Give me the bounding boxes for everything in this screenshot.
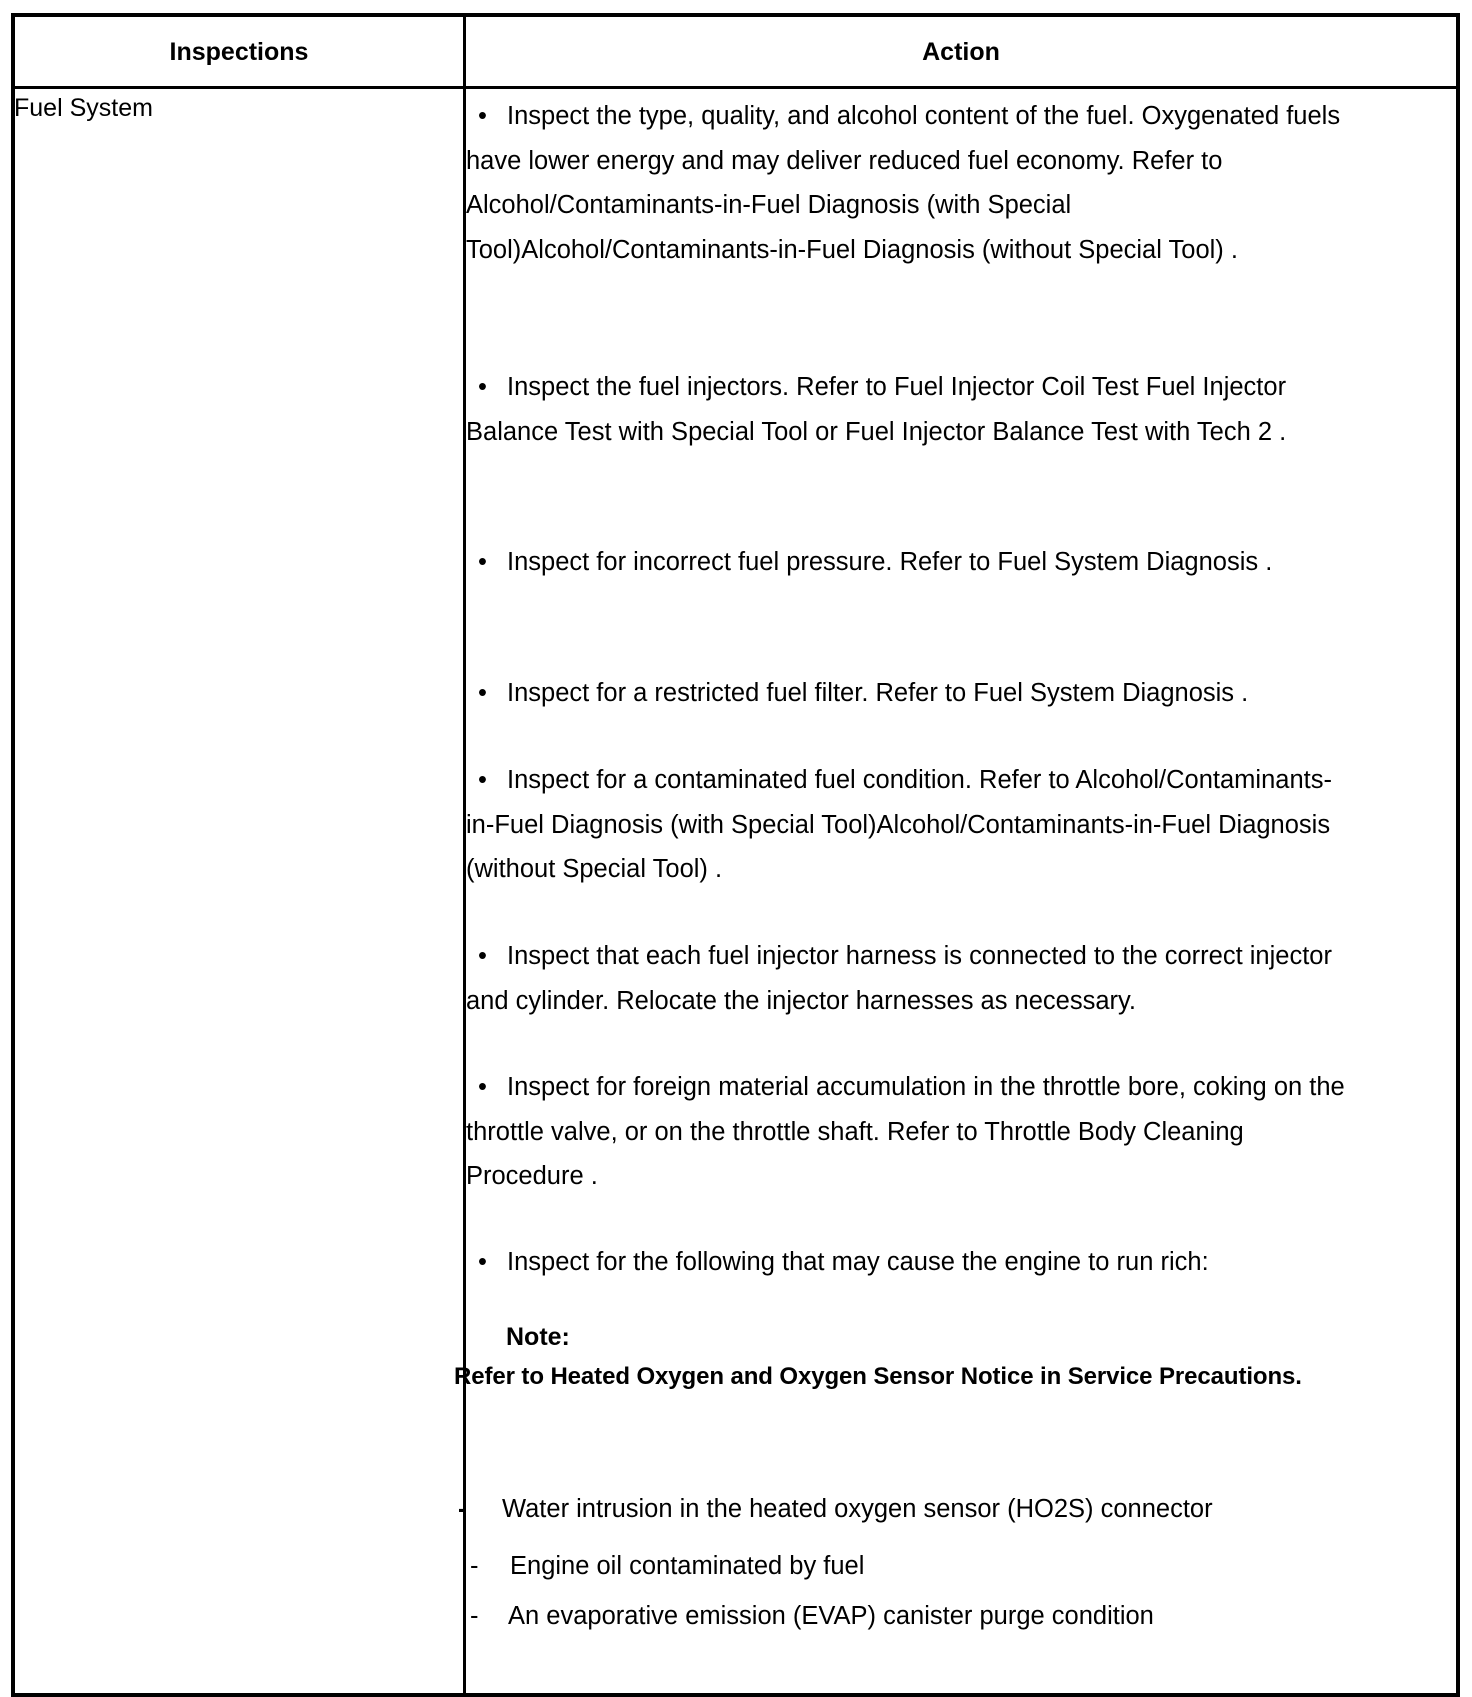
sub-item-text: Water intrusion in the heated oxygen sensor (HO2S) connector: [502, 1495, 1213, 1523]
header-inspections: Inspections: [169, 38, 309, 66]
bullet-text: Inspect the type, quality, and alcohol content of the fuel. Oxygenated fuels have lower energy and may deliver reduced fuel economy. Refer to Alcohol/Contaminants-in-Fuel Diagnosis (with Special Tool)Alcohol/Contaminants-in-Fuel Diagnosis (without Special Tool) .: [466, 102, 1341, 264]
bullet-text: Inspect that each fuel injector harness is connected to the correct injector and cylinder. Relocate the injector harnesses as necessary.: [466, 942, 1332, 1015]
bullet-text: Inspect for foreign material accumulation in the throttle bore, coking on the throttle valve, or on the throttle shaft. Refer to Throttle Body Cleaning Procedure .: [466, 1073, 1345, 1190]
sub-item-text: Engine oil contaminated by fuel: [510, 1552, 865, 1580]
dash-marker: -: [458, 1495, 467, 1523]
bullet-marker: •: [478, 548, 487, 576]
bullet-marker: •: [478, 102, 487, 130]
sub-item: [458, 1494, 1213, 1524]
dash-marker: -: [470, 1602, 479, 1630]
action-bullet: [466, 365, 1351, 454]
action-bullet: [466, 1065, 1351, 1199]
bullet-text: Inspect for a restricted fuel filter. Refer to Fuel System Diagnosis .: [507, 679, 1249, 707]
action-bullet: [466, 1240, 1351, 1285]
action-bullet: [466, 758, 1351, 892]
action-bullet: [466, 94, 1351, 272]
bullet-marker: •: [478, 373, 487, 401]
action-bullet: [466, 540, 1351, 585]
header-divider: [15, 86, 1456, 89]
bullet-marker: •: [478, 679, 487, 707]
bullet-marker: •: [478, 1073, 487, 1101]
action-bullet: [466, 671, 1351, 716]
bullet-marker: •: [478, 766, 487, 794]
inspection-cell: Fuel System: [14, 94, 153, 122]
bullet-text: Inspect for the following that may cause the engine to run rich:: [507, 1248, 1209, 1276]
sub-item: [470, 1601, 1154, 1631]
bullet-text: Inspect for a contaminated fuel condition. Refer to Alcohol/Contaminants-in-Fuel Diagnosis (with Special Tool)Alcohol/Contaminants-in-Fuel Diagnosis (without Special Tool) .: [466, 766, 1332, 883]
bullet-marker: •: [478, 942, 487, 970]
note-label: Note:: [506, 1323, 570, 1351]
bullet-text: Inspect the fuel injectors. Refer to Fuel Injector Coil Test Fuel Injector Balance Test with Special Tool or Fuel Injector Balance Test with Tech 2 .: [466, 373, 1287, 446]
header-action: Action: [922, 38, 1000, 66]
bullet-marker: •: [478, 1248, 487, 1276]
dash-marker: -: [470, 1552, 479, 1580]
action-bullet: [466, 934, 1351, 1023]
sub-item: [470, 1551, 864, 1581]
sub-item-text: An evaporative emission (EVAP) canister purge condition: [508, 1602, 1154, 1630]
bullet-text: Inspect for incorrect fuel pressure. Refer to Fuel System Diagnosis .: [507, 548, 1273, 576]
note-text: Refer to Heated Oxygen and Oxygen Sensor Notice in Service Precautions.: [454, 1363, 1302, 1390]
